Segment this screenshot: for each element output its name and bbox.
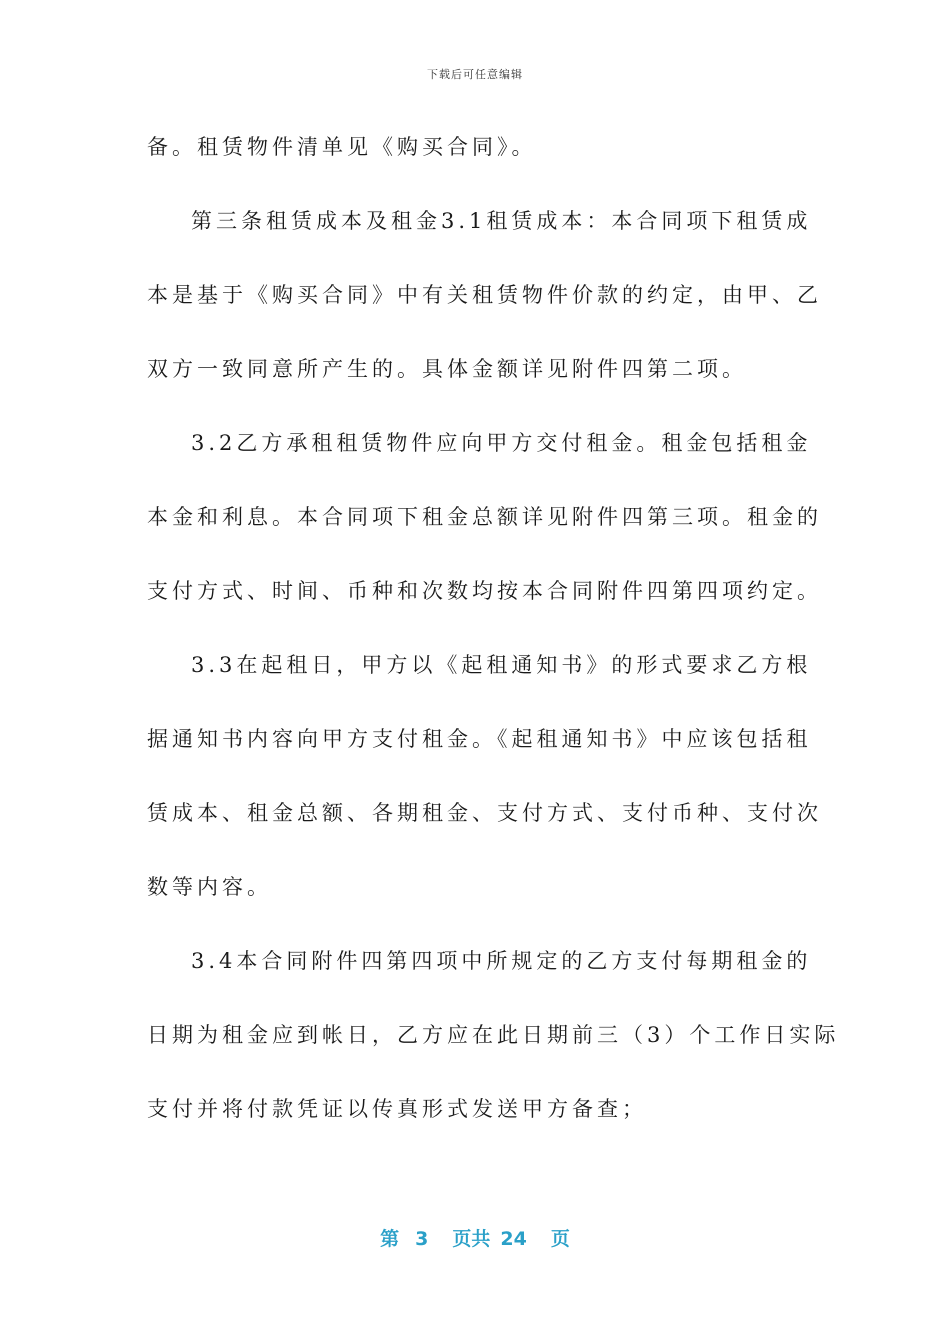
- footer-prefix: 第: [380, 1228, 400, 1250]
- total-pages-number: 24: [500, 1228, 527, 1250]
- text-line: 第三条租赁成本及租金3.1租赁成本：本合同项下租赁成: [191, 209, 812, 233]
- document-body: [147, 120, 840, 1156]
- page-footer: [0, 1224, 950, 1251]
- text-line: 备。租赁物件清单见《购买合同》。: [147, 135, 537, 159]
- text-line: 本是基于《购买合同》中有关租赁物件价款的约定，由甲、乙: [147, 283, 822, 307]
- text-line: 赁成本、租金总额、各期租金、支付方式、支付币种、支付次: [147, 801, 822, 825]
- footer-suffix: 页: [550, 1228, 570, 1250]
- text-line: 双方一致同意所产生的。具体金额详见附件四第二项。: [147, 357, 747, 381]
- text-line: 本金和利息。本合同项下租金总额详见附件四第三项。租金的: [147, 505, 822, 529]
- text-line: 支付方式、时间、币种和次数均按本合同附件四第四项约定。: [147, 579, 822, 603]
- text-line: 3.4本合同附件四第四项中所规定的乙方支付每期租金的: [191, 949, 812, 973]
- page-header: 下载后可任意编辑: [427, 68, 523, 81]
- current-page-number: 3: [415, 1228, 429, 1250]
- footer-middle: 页共: [452, 1228, 491, 1250]
- text-line: 支付并将付款凭证以传真形式发送甲方备查；: [147, 1097, 647, 1121]
- text-line: 据通知书内容向甲方支付租金。《起租通知书》中应该包括租: [147, 727, 812, 751]
- text-line: 3.2乙方承租租赁物件应向甲方交付租金。租金包括租金: [191, 431, 812, 455]
- text-line: 日期为租金应到帐日，乙方应在此日期前三（3）个工作日实际: [147, 1023, 840, 1047]
- text-line: 数等内容。: [147, 875, 272, 899]
- text-line: 3.3在起租日，甲方以《起租通知书》的形式要求乙方根: [191, 653, 812, 677]
